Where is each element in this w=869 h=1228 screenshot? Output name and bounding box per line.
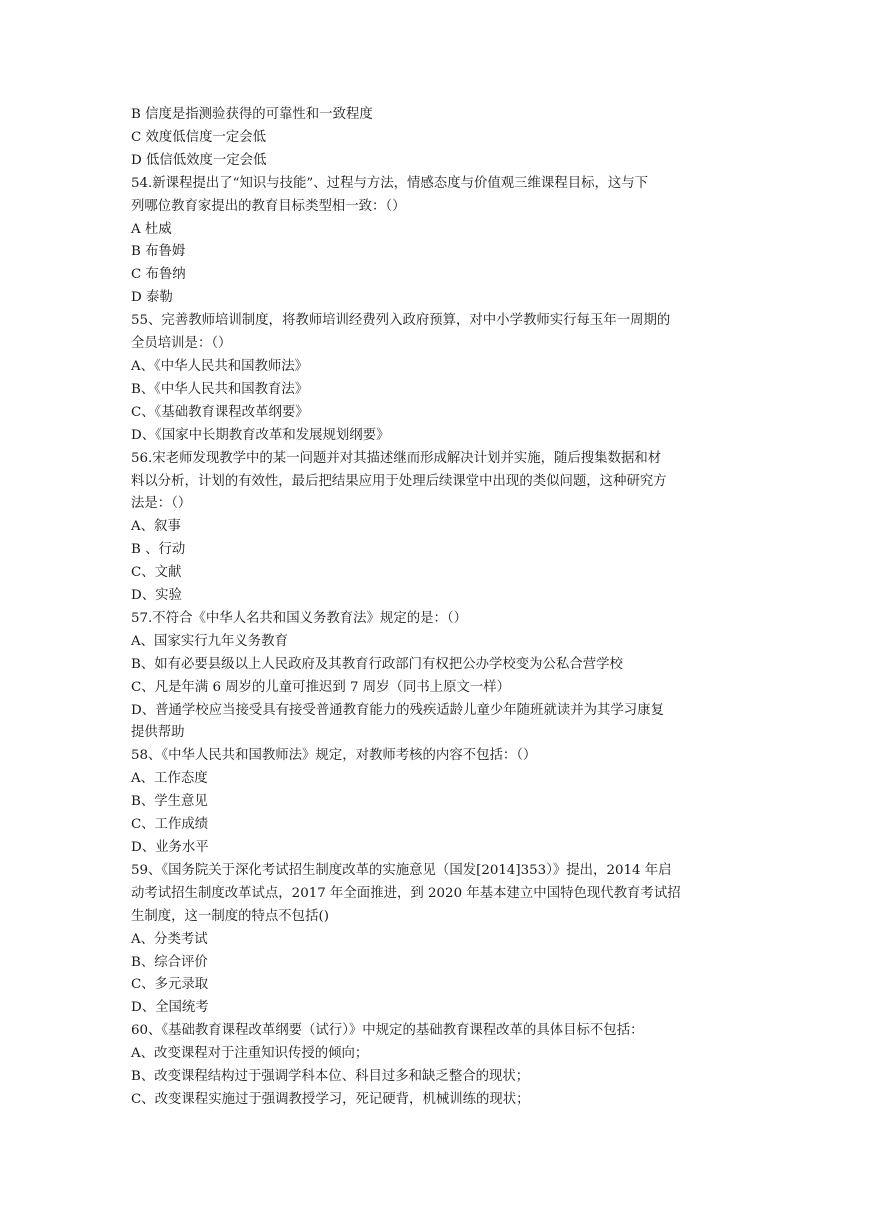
option-line: D、全国统考	[131, 1000, 209, 1016]
option-line: B、如有必要县级以上人民政府及其教育行政部门有权把公办学校变为公私合营学校	[131, 656, 623, 672]
option-line: D、业务水平	[131, 840, 209, 855]
question-stem: 法是：（）	[131, 496, 192, 512]
option-line: D 低信低效度一定会低	[131, 152, 267, 168]
option-line: B、《中华人民共和国教育法》	[131, 381, 309, 397]
option-line: C、工作成绩	[131, 817, 209, 833]
question-54	[131, 173, 741, 310]
question-stem: 54.新课程提出了“知识与技能”、过程与方法，情感态度与价值观三维课程目标，这与下	[131, 175, 649, 191]
option-line: C 效度低信度一定会低	[131, 129, 267, 145]
option-line: A、国家实行九年义务教育	[131, 633, 288, 649]
option-line: C、凡是年满 6 周岁的儿童可推迟到 7 周岁（同书上原文一样）	[131, 679, 511, 695]
option-line: C、多元录取	[131, 977, 209, 993]
option-line: D 泰勒	[131, 290, 173, 306]
option-line: D、实验	[131, 588, 182, 604]
option-line: C 布鲁纳	[131, 267, 186, 283]
option-line: A、《中华人民共和国教师法》	[131, 358, 309, 374]
question-stem: 57.不符合《中华人名共和国义务教育法》规定的是：（）	[131, 610, 467, 626]
question-53-tail	[131, 104, 741, 173]
question-stem: 列哪位教育家提出的教育目标类型相一致：（）	[131, 198, 406, 214]
option-line: 提供帮助	[131, 725, 185, 741]
question-55	[131, 310, 741, 447]
option-line: C、文献	[131, 565, 182, 581]
question-stem: 料以分析，计划的有效性，最后把结果应用于处理后续课堂中出现的类似问题，这种研究方	[131, 473, 667, 489]
option-line: C、改变课程实施过于强调教授学习，死记硬背，机械训练的现状；	[131, 1091, 530, 1107]
question-57	[131, 608, 741, 745]
option-line: A 杜威	[131, 221, 172, 237]
question-stem: 动考试招生制度改革试点，2017 年全面推进，到 2020 年基本建立中国特色现代教育考试招	[131, 885, 681, 901]
question-60	[131, 1020, 741, 1112]
question-56	[131, 448, 741, 608]
question-59	[131, 860, 741, 1020]
option-line: B 布鲁姆	[131, 244, 186, 260]
option-line: B、学生意见	[131, 794, 208, 810]
question-stem: 60、《基础教育课程改革纲要（试行）》中规定的基础教育课程改革的具体目标不包括：	[131, 1023, 644, 1039]
option-line: A、改变课程对于注重知识传授的倾向；	[131, 1046, 369, 1062]
option-line: A、叙事	[131, 519, 181, 535]
option-line: B、综合评价	[131, 954, 208, 970]
question-stem: 58、《中华人民共和国教师法》规定，对教师考核的内容不包括：（）	[131, 748, 537, 764]
option-line: C、《基础教育课程改革纲要》	[131, 404, 309, 420]
question-stem: 56.宋老师发现教学中的某一问题并对其描述继而形成解决计划并实施，随后搜集数据和材	[131, 450, 662, 466]
question-stem: 55、完善教师培训制度，将教师培训经费列入政府预算，对中小学教师实行每玉年一周期的	[131, 313, 671, 329]
question-stem: 59、《国务院关于深化考试招生制度改革的实施意见（国发[2014]353）》提出，2014 年启	[131, 862, 672, 878]
document-body	[131, 104, 741, 1112]
option-line: B、改变课程结构过于强调学科本位、科目过多和缺乏整合的现状；	[131, 1069, 530, 1085]
question-58	[131, 745, 741, 860]
option-line: A、工作态度	[131, 771, 208, 787]
question-stem: 生制度，这一制度的特点不包括()	[131, 908, 329, 924]
option-line: A、分类考试	[131, 931, 208, 947]
option-line: B 信度是指测验获得的可靠性和一致程度	[131, 107, 373, 122]
option-line: B 、行动	[131, 542, 186, 558]
option-line: D、《国家中长期教育改革和发展规划纲要》	[131, 427, 390, 443]
question-stem: 全员培训是：（）	[131, 336, 232, 352]
option-line: D、普通学校应当接受具有接受普通教育能力的残疾适龄儿童少年随班就读并为其学习康复	[131, 702, 664, 718]
